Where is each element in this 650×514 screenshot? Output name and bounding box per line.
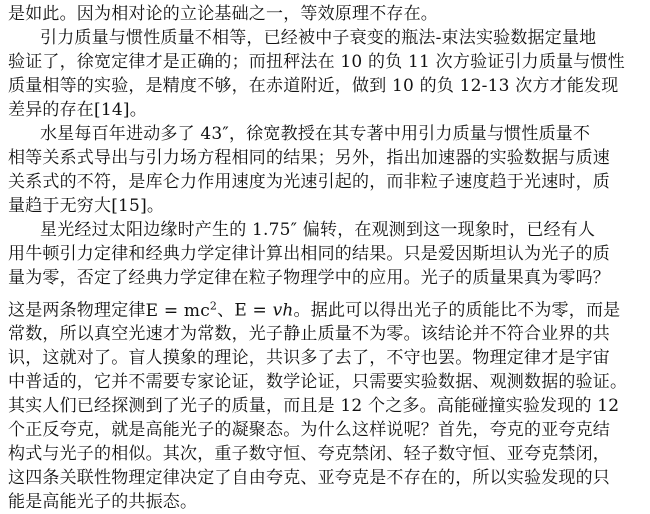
text-line: 关系式的不符，是库仑力作用速度为光速引起的，而非粒子速度趋于光速时，质 bbox=[8, 172, 610, 192]
text-line: 这四条关联性物理定律决定了自由夸克、亚夸克是不存在的，所以实验发现的只 bbox=[8, 468, 610, 488]
equation-mass-energy: $E = mc^2$ bbox=[145, 299, 218, 321]
text-line: 相等关系式导出与引力场方程相同的结果；另外，指出加速器的实验数据与质速 bbox=[8, 148, 610, 168]
formula-prefix: 这是两条物理定律 bbox=[8, 300, 146, 321]
text-line: 量趋于无穷大[15]。 bbox=[8, 196, 165, 216]
text-line: 是如此。因为相对论的立论基础之一，等效原理不存在。 bbox=[8, 4, 438, 24]
text-line: 识，这就对了。盲人摸象的理论，共识多了去了，不守也罢。物理定律才是宇宙 bbox=[8, 348, 610, 368]
equation-photon-energy: E = vh bbox=[234, 300, 294, 321]
text-line: 量为零，否定了经典力学定律在粒子物理学中的应用。光子的质量果真为零吗？ bbox=[8, 268, 610, 288]
text-line: 常数，所以真空光速才为常数，光子静止质量不为零。该结论并不符合业界的共 bbox=[8, 324, 610, 344]
text-line: 差异的存在[14]。 bbox=[8, 100, 147, 120]
text-line: 引力质量与惯性质量不相等，已经被中子衰变的瓶法-束法实验数据定量地 bbox=[40, 28, 597, 48]
text-line: 中普适的，它并不需要专家论证，数学论证，只需要实验数据、观测数据的验证。 bbox=[8, 372, 628, 392]
formula-suffix: 。据此可以得出光子的质能比不为零，而是 bbox=[293, 300, 621, 321]
text-line: 其实人们已经探测到了光子的质量，而且是 12 个之多。高能碰撞实验发现的 12 bbox=[8, 396, 620, 416]
text-line: 个正反夸克，就是高能光子的凝聚态。为什么这样说呢？首先，夸克的亚夸克结 bbox=[8, 420, 610, 440]
formula-line: 这是两条物理定律$E = mc^2$、E = vh。据此可以得出光子的质能比不为零，而是 bbox=[8, 299, 621, 321]
text-line: 质量相等的实验，是精度不够，在赤道附近，做到 10 的负 12-13 次方才能发现 bbox=[8, 76, 619, 96]
text-line: 构式与光子的相似。其次，重子数守恒、夸克禁闭、轻子数守恒、亚夸克禁闭， bbox=[8, 444, 610, 464]
text-line: 验证了，徐宽定律才是正确的；而扭秤法在 10 的负 11 次方验证引力质量与惯性 bbox=[8, 52, 625, 72]
text-line: 水星每百年进动多了 43″，徐宽教授在其专著中用引力质量与惯性质量不 bbox=[40, 124, 591, 144]
text-line: 用牛顿引力定律和经典力学定律计算出相同的结果。只是爱因斯坦认为光子的质 bbox=[8, 244, 610, 264]
text-line: 能是高能光子的共振态。 bbox=[8, 492, 198, 512]
text-line: 星光经过太阳边缘时产生的 1.75″ 偏转，在观测到这一现象时，已经有人 bbox=[40, 220, 596, 240]
